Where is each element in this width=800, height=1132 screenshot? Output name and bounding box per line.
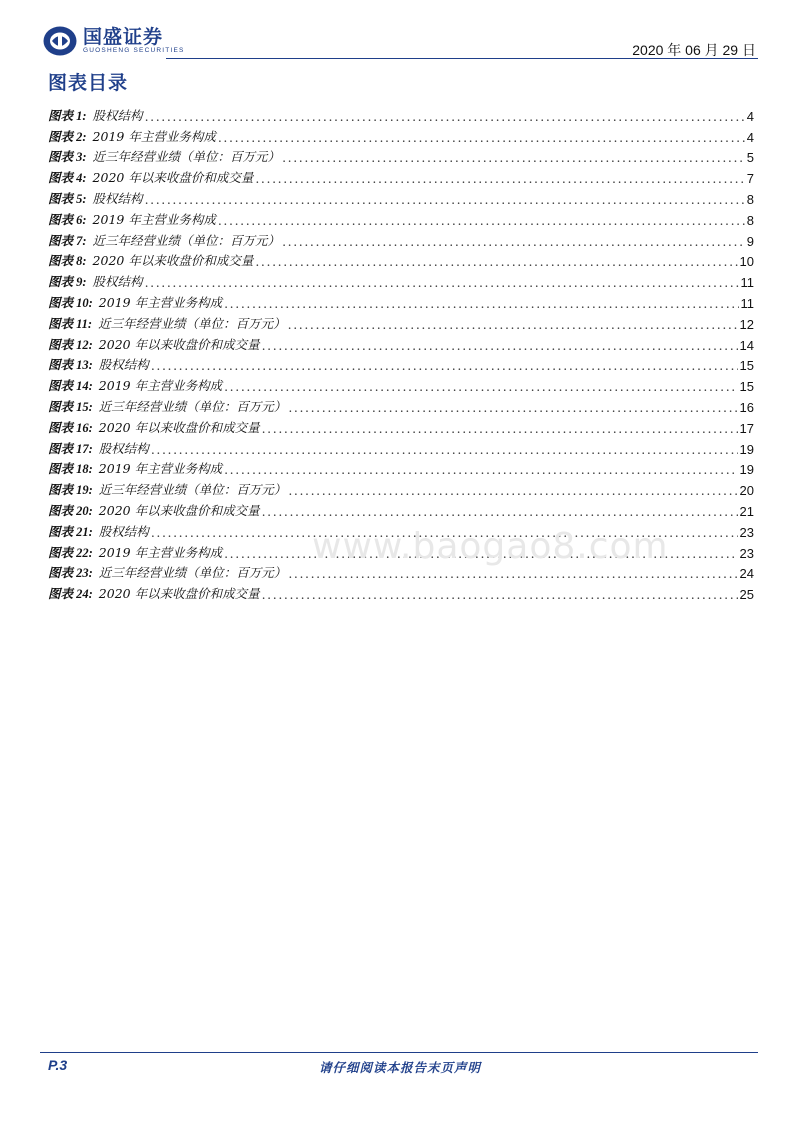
page-header (40, 22, 758, 62)
toc-entry[interactable] (48, 187, 754, 208)
toc-entry-label (48, 419, 260, 437)
toc-entry-page: 11 (740, 295, 754, 311)
toc-entry-title: 2019 年主营业务构成 (92, 128, 216, 144)
toc-entry-title: 2020 年以来收盘价和成交量 (98, 336, 260, 352)
toc-entry[interactable] (48, 312, 754, 333)
toc-dot-leader (262, 503, 738, 520)
toc-entry-page: 17 (739, 420, 754, 436)
toc-entry-page: 4 (746, 129, 754, 145)
toc-entry-title: 2019 年主营业务构成 (98, 378, 223, 394)
toc-entry-number: 图表 5: (48, 191, 87, 206)
toc-entry[interactable] (48, 291, 754, 312)
toc-entry-number: 图表 18: (48, 462, 93, 477)
toc-entry-title: 股权结构 (98, 357, 149, 373)
toc-entry-number: 图表 24: (48, 587, 93, 602)
toc-entry-title: 近三年经营业绩（单位：百万元） (92, 232, 281, 248)
toc-entry-label (48, 460, 222, 478)
toc-entry-number: 图表 1: (48, 108, 87, 123)
toc-dot-leader (218, 212, 745, 229)
toc-entry[interactable] (48, 374, 754, 395)
toc-entry-title: 2020 年以来收盘价和成交量 (98, 586, 260, 602)
toc-entry-title: 2020 年以来收盘价和成交量 (92, 170, 254, 186)
toc-entry-page: 4 (746, 108, 754, 124)
toc-dot-leader (151, 441, 738, 458)
toc-entry-title: 股权结构 (98, 523, 149, 539)
toc-entry-page: 20 (739, 483, 754, 499)
toc-entry-title: 2019 年主营业务构成 (98, 294, 223, 310)
toc-entry-number: 图表 17: (48, 441, 93, 456)
toc-dot-leader (262, 337, 738, 354)
brand-name-en: GUOSHENG SECURITIES (83, 47, 185, 54)
toc-entry-page: 8 (746, 212, 754, 228)
toc-entry-title: 近三年经营业绩（单位：百万元） (92, 149, 281, 165)
toc-heading: 图表目录 (48, 72, 129, 94)
toc-dot-leader (224, 378, 737, 395)
toc-entry-number: 图表 23: (48, 566, 93, 581)
toc-entry-number: 图表 15: (48, 399, 93, 414)
toc-entry-title: 近三年经营业绩（单位：百万元） (98, 398, 287, 414)
toc-entry[interactable] (48, 458, 754, 479)
toc-entry-label (48, 294, 222, 312)
toc-entry-label (48, 398, 286, 416)
brand-name-cn: 国盛证券 (83, 26, 164, 48)
toc-entry[interactable] (48, 416, 754, 437)
toc-dot-leader (262, 586, 738, 603)
toc-entry-title: 近三年经营业绩（单位：百万元） (98, 315, 286, 331)
toc-entry-title: 2020 年以来收盘价和成交量 (92, 253, 254, 269)
toc-dot-leader (288, 565, 737, 582)
toc-entry-label (48, 440, 149, 458)
toc-entry-label (48, 377, 222, 395)
toc-entry[interactable] (48, 229, 754, 250)
toc-entry-page: 23 (739, 545, 754, 561)
watermark: www.baogao8.com (312, 526, 669, 567)
toc-entry-number: 图表 22: (48, 545, 93, 560)
toc-dot-leader (218, 129, 745, 146)
footer-divider (40, 1052, 758, 1053)
toc-entry-page: 23 (739, 524, 754, 540)
toc-entry-title: 近三年经营业绩（单位：百万元） (98, 565, 287, 581)
toc-entry-number: 图表 3: (48, 150, 87, 165)
toc-entry[interactable] (48, 499, 754, 520)
toc-entry-label (48, 315, 286, 333)
toc-entry[interactable] (48, 166, 754, 187)
toc-entry-title: 近三年经营业绩（单位：百万元） (98, 482, 287, 498)
toc-entry-number: 图表 20: (48, 503, 93, 518)
toc-dot-leader (288, 482, 737, 499)
toc-dot-leader (255, 170, 744, 187)
toc-dot-leader (145, 108, 745, 125)
toc-dot-leader (224, 461, 737, 478)
toc-entry-label (48, 481, 286, 499)
toc-entry-number: 图表 19: (48, 483, 93, 498)
toc-dot-leader (282, 233, 745, 250)
header-divider (166, 58, 758, 59)
toc-entry-label (48, 585, 260, 603)
footer-disclaimer: 请仔细阅读本报告末页声明 (318, 1060, 481, 1075)
report-date: 2020 年 06 月 29 日 (632, 42, 756, 58)
toc-entry-title: 2019 年主营业务构成 (98, 461, 223, 477)
toc-entry-label (48, 544, 222, 562)
toc-entry[interactable] (48, 437, 754, 458)
toc-entry[interactable] (48, 125, 754, 146)
toc-entry-label (48, 190, 143, 208)
toc-entry-title: 股权结构 (98, 440, 149, 456)
toc-entry-number: 图表 10: (48, 295, 93, 310)
toc-entry-number: 图表 7: (48, 233, 87, 248)
toc-entry-page: 12 (739, 316, 754, 332)
toc-entry-page: 9 (746, 233, 754, 249)
toc-entry-page: 5 (746, 150, 754, 166)
toc-entry-title: 2020 年以来收盘价和成交量 (98, 419, 260, 435)
toc-entry-title: 股权结构 (92, 107, 143, 123)
toc-dot-leader (224, 295, 738, 312)
toc-entry-page: 25 (739, 587, 754, 603)
toc-entry-number: 图表 2: (48, 129, 87, 144)
toc-entry-page: 7 (746, 171, 754, 187)
toc-dot-leader (282, 149, 745, 166)
toc-dot-leader (255, 253, 737, 270)
guosheng-logo-icon (42, 25, 78, 57)
toc-dot-leader (145, 274, 739, 291)
toc-entry-number: 图表 13: (48, 358, 93, 373)
toc-dot-leader (151, 357, 738, 374)
toc-entry-page: 15 (739, 358, 754, 374)
toc-entry-title: 2019 年主营业务构成 (98, 544, 223, 560)
toc-entry[interactable] (48, 146, 754, 167)
toc-dot-leader (288, 399, 737, 416)
toc-entry[interactable] (48, 478, 754, 499)
brand-logo (42, 25, 185, 57)
toc-entry-label (48, 211, 216, 229)
toc-entry-page: 19 (739, 462, 754, 478)
toc-entry-label (48, 252, 253, 270)
toc-entry-label (48, 128, 216, 146)
toc-entry[interactable] (48, 208, 754, 229)
toc-entry-number: 图表 21: (48, 524, 93, 539)
toc-entry-page: 24 (739, 566, 754, 582)
toc-dot-leader (262, 420, 738, 437)
toc-entry[interactable] (48, 270, 754, 291)
toc-entry-number: 图表 11: (48, 316, 93, 331)
page-number: P.3 (48, 1057, 68, 1073)
toc-entry[interactable] (48, 395, 754, 416)
toc-entry-number: 图表 14: (48, 379, 93, 394)
toc-entry-number: 图表 8: (48, 254, 87, 269)
toc-entry-number: 图表 4: (48, 171, 87, 186)
toc-entry[interactable] (48, 333, 754, 354)
toc-entry-label (48, 148, 280, 166)
toc-entry-page: 15 (739, 379, 754, 395)
toc-entry-label (48, 502, 260, 520)
toc-entry-title: 2020 年以来收盘价和成交量 (98, 502, 260, 518)
toc-entry-page: 16 (739, 399, 754, 415)
toc-entry-page: 19 (739, 441, 754, 457)
toc-entry-label (48, 523, 149, 541)
toc-entry[interactable] (48, 250, 754, 271)
toc-entry-page: 11 (740, 275, 754, 291)
toc-entry-label (48, 232, 280, 250)
toc-entry-label (48, 273, 143, 291)
toc-entry-label (48, 356, 149, 374)
toc-entry-page: 10 (739, 254, 754, 270)
toc-entry[interactable] (48, 354, 754, 375)
toc-entry-label (48, 107, 143, 125)
toc-entry-number: 图表 12: (48, 337, 93, 352)
toc-entry-page: 8 (746, 191, 754, 207)
toc-entry-label (48, 169, 253, 187)
toc-entry-page: 14 (739, 337, 754, 353)
toc-entry[interactable] (48, 582, 754, 603)
toc-entry[interactable] (48, 104, 754, 125)
toc-entry-title: 股权结构 (92, 274, 143, 290)
toc-entry-number: 图表 6: (48, 212, 87, 227)
toc-dot-leader (145, 191, 745, 208)
toc-entry-title: 2019 年主营业务构成 (92, 211, 216, 227)
toc-entry-title: 股权结构 (92, 190, 143, 206)
toc-entry-label (48, 336, 260, 354)
toc-entry-number: 图表 16: (48, 420, 93, 435)
toc-entry-number: 图表 9: (48, 275, 87, 290)
toc-entry-label (48, 564, 286, 582)
toc-dot-leader (288, 316, 738, 333)
toc-entry-page: 21 (739, 503, 754, 519)
